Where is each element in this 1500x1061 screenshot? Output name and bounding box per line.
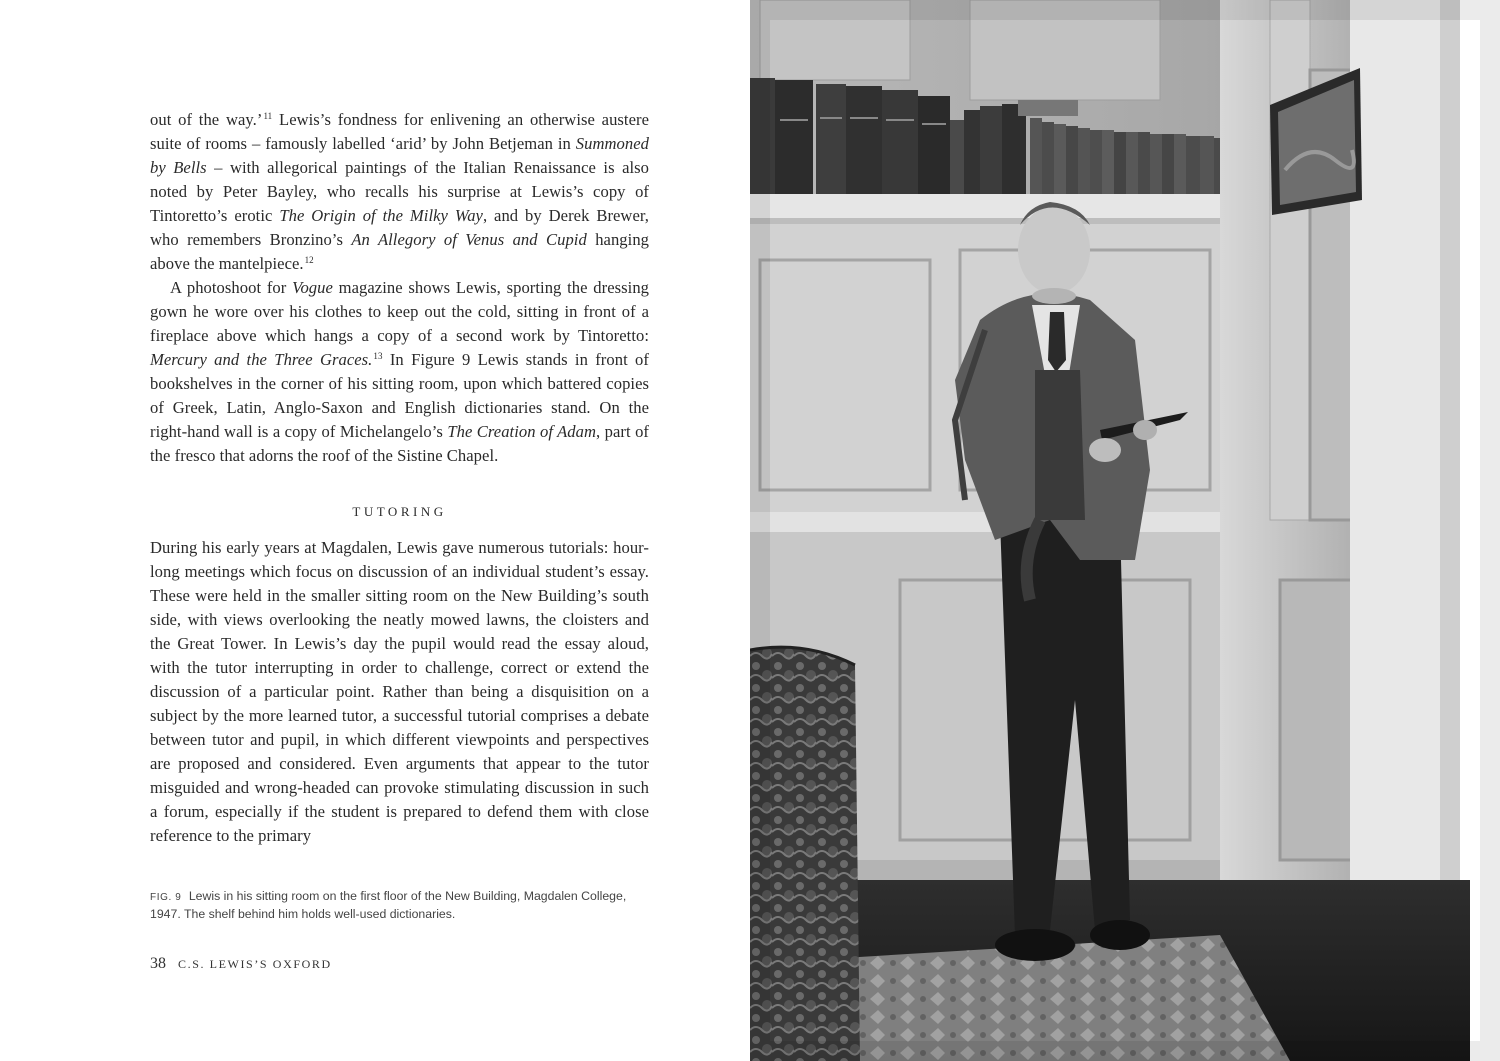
figure-photograph [750,0,1500,1061]
paragraph-2: A photoshoot for Vogue magazine shows Lewis, sporting the dressing gown he wore over his clothes to keep out the cold, sitting in front of a fireplace above which hangs a copy of a second work by Tintoretto: Mercury and the Three Graces.$^{13}$ In Figure 9 Lewis stands in front of bookshelves in the corner of his sitting room, upon which battered copies of Greek, Latin, Anglo-Saxon and English dictionaries stand. On the right-hand wall is a copy of Michelangelo’s The Creation of Adam, part of the fresco that adorns the roof of the Sistine Chapel. [150,278,650,465]
running-head: C.S. LEWIS’S OXFORD [178,957,332,971]
section-heading: TUTORING [352,504,447,519]
footnote-ref-12: 12 [304,255,314,265]
folio [150,955,332,973]
paragraph-1: out of the way.’$^{11}$ Lewis’s fondness for enlivening an otherwise austere suite of rooms – famously labelled ‘arid’ by John Betjeman in Summoned by Bells – with allegorical paintings of the Italian Renaissance is also noted by Peter Bayley, who recalls his surprise at Lewis’s copy of Tintoretto’s erotic The Origin of the Milky Way, and by Derek Brewer, who remembers Bronzino’s An Allegory of Venus and Cupid hanging above the mantelpiece.$^{12}$ [150,110,650,273]
title-allegory-venus-cupid: An Allegory of Venus and Cupid [351,230,587,249]
page-number: 38 [150,955,166,972]
body-text [150,108,649,848]
paragraph-3: During his early years at Magdalen, Lewis gave numerous tutorials: hour-long meetings which focus on discussion of an individual student’s essay. These were held in the smaller sitting room on the New Building’s south side, with views overlooking the neatly mowed lawns, the cloisters and the Great Tower. In Lewis’s day the pupil would read the essay aloud, with the tutor interrupting in order to challenge, correct or extend the discussion of a particular point. Rather than being a disquisition on a subject by the more learned tutor, a successful tutorial comprises a debate between tutor and pupil, in which different viewpoints and perspectives are proposed and considered. Even arguments that appear to the tutor misguided and wrong-headed can provoke stimulating discussion in such a forum, especially if the student is prepared to defend them with close reference to the primary [150,538,649,845]
title-mercury-three-graces: Mercury and the Three Graces. [150,350,373,369]
figure-caption [150,888,650,922]
photograph-image [750,0,1500,1061]
title-vogue: Vogue [292,278,333,297]
footnote-ref-11: 11 [263,111,273,121]
title-summoned-by-bells: Summoned by Bells [150,134,649,177]
title-origin-milky-way: The Origin of the Milky Way [279,206,483,225]
figure-label: FIG. 9 [150,892,182,903]
title-creation-of-adam: The Creation of Adam [447,422,597,441]
caption-text: Lewis in his sitting room on the first floor of the New Building, Magdalen College, 1947. The shelf behind him holds well-used dictionaries. [150,889,627,921]
footnote-ref-13: 13 [373,351,383,361]
